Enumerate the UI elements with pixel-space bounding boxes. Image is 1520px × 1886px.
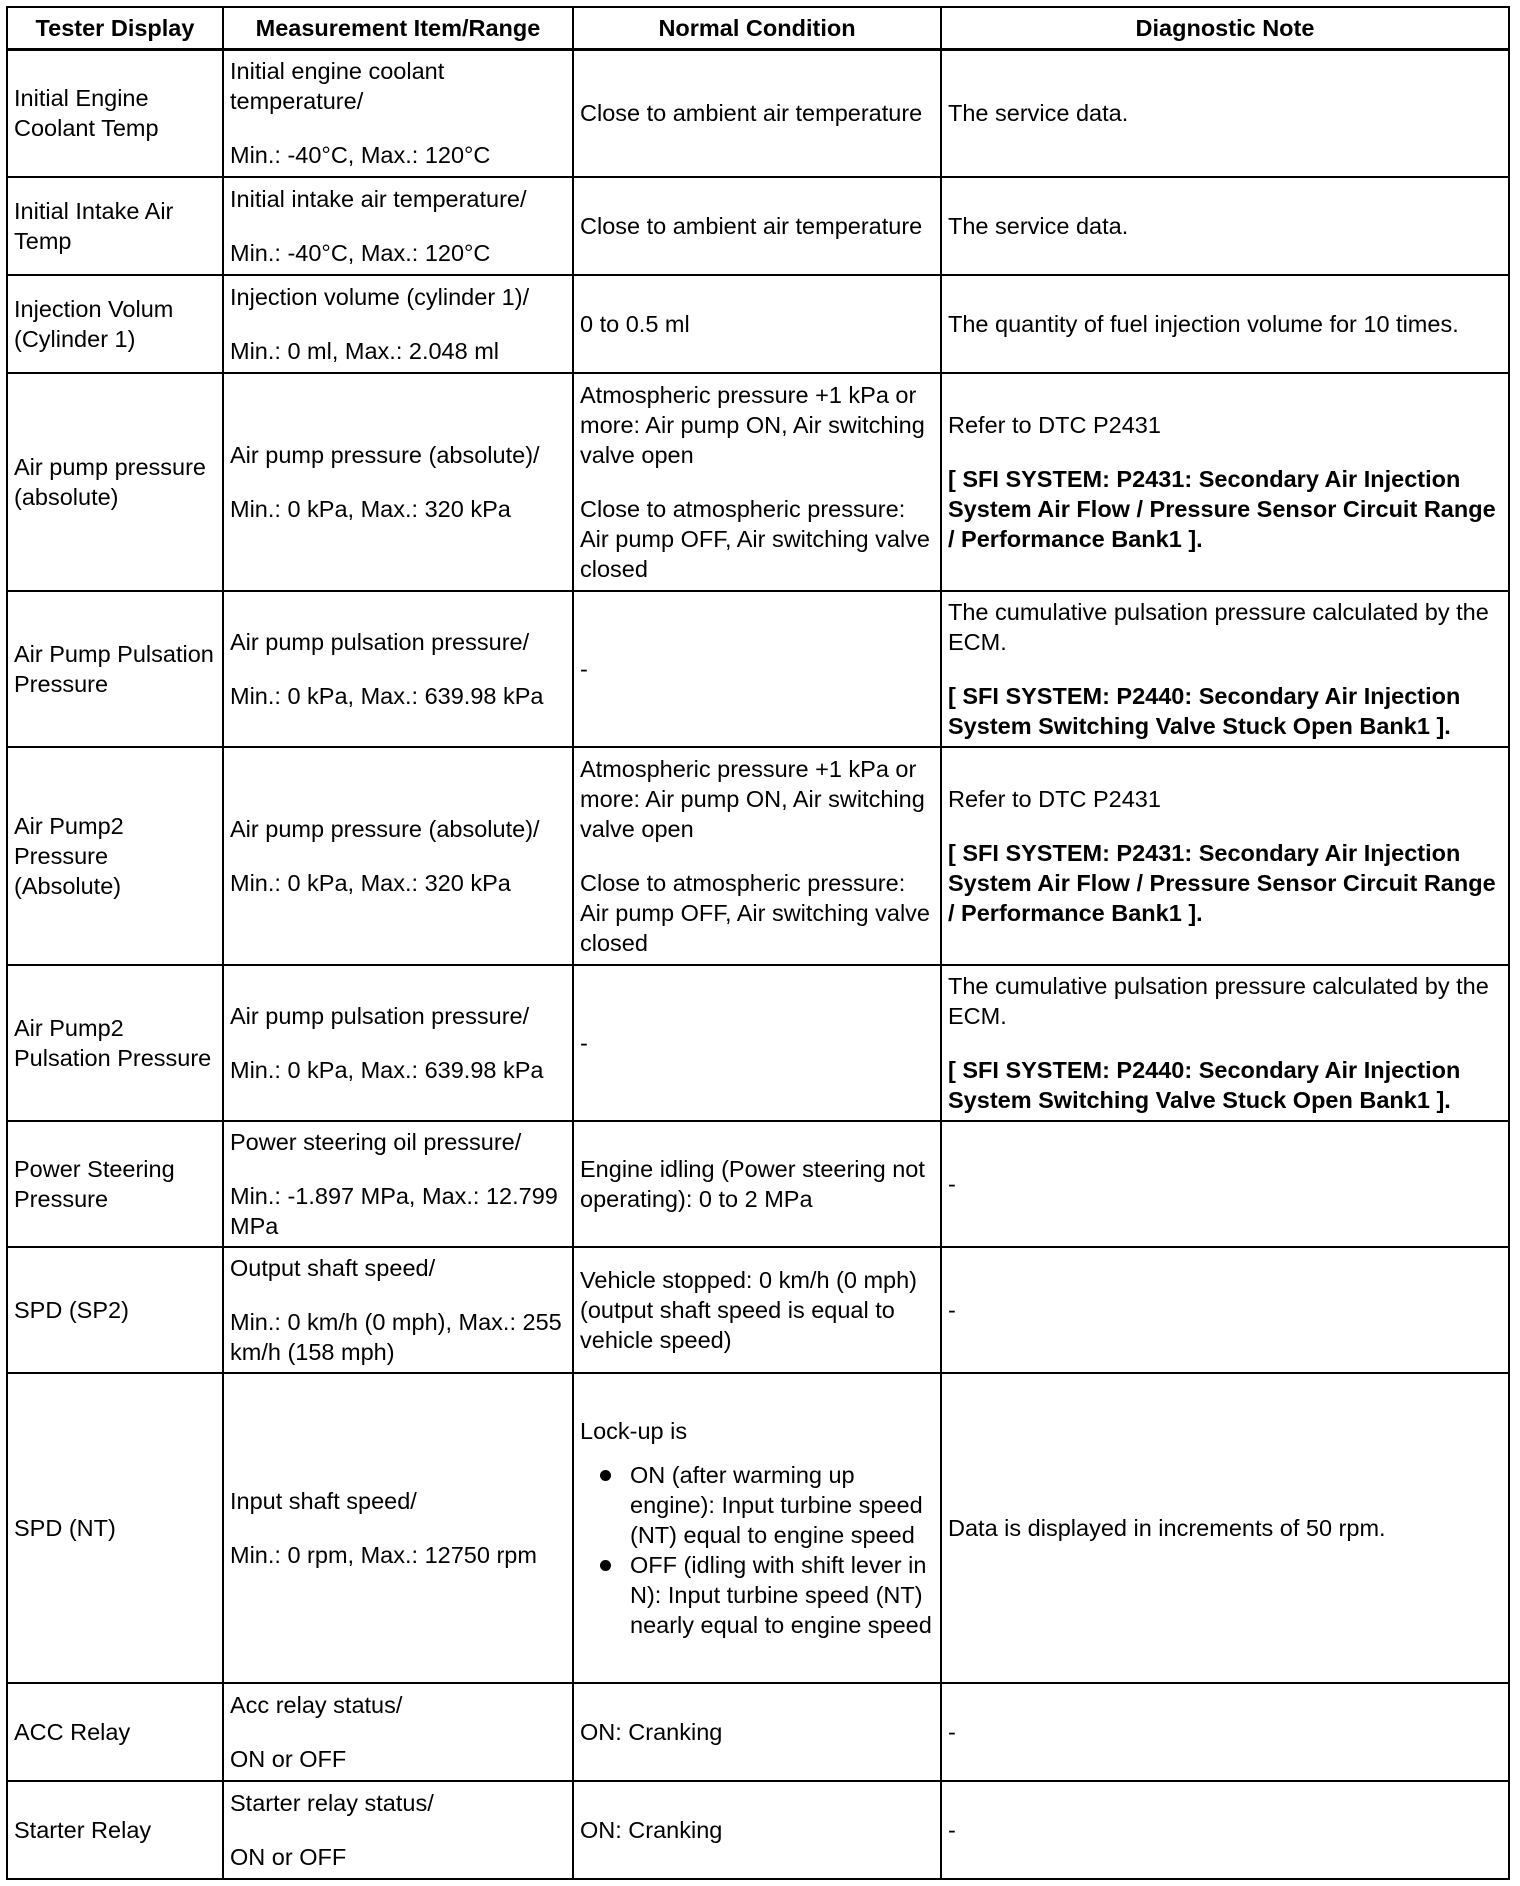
header-diagnostic-note: Diagnostic Note [941,7,1509,49]
measurement-cell [223,49,573,177]
measurement-item: Power steering oil pressure/ [230,1129,522,1155]
measurement-item: Air pump pressure (absolute)/ [230,816,540,842]
diagnostic-note-cell [941,373,1509,591]
list-item: OFF (idling with shift lever in N): Input turbine speed (NT) nearly equal to engine speed [580,1550,934,1640]
measurement-range: Min.: 0 kPa, Max.: 639.98 kPa [230,683,544,709]
diagnostic-note-cell [941,965,1509,1121]
header-measurement: Measurement Item/Range [223,7,573,49]
header-row [7,7,1509,49]
measurement-range: Min.: 0 ml, Max.: 2.048 ml [230,338,500,364]
diagnostic-note-cell: - [941,1781,1509,1879]
dtc-reference-link[interactable]: [ SFI SYSTEM: P2440: Secondary Air Injection System Switching Valve Stuck Open Bank1 ]. [948,683,1461,739]
header-normal-condition: Normal Condition [573,7,941,49]
tester-display-cell: ACC Relay [7,1683,223,1781]
tester-display-cell: Air Pump2 Pressure (Absolute) [7,747,223,965]
measurement-range: Min.: 0 kPa, Max.: 639.98 kPa [230,1057,544,1083]
table-row [7,1683,1509,1781]
table-row [7,1781,1509,1879]
diagnostic-note-text: The cumulative pulsation pressure calculated by the ECM. [948,973,1489,1029]
normal-condition-cell: - [573,965,941,1121]
measurement-item: Air pump pulsation pressure/ [230,1003,530,1029]
normal-condition-cell: 0 to 0.5 ml [573,275,941,373]
table-row [7,1373,1509,1683]
normal-condition-cell: ON: Cranking [573,1781,941,1879]
tester-display-cell: Initial Intake Air Temp [7,177,223,275]
normal-condition-cell: - [573,591,941,747]
diagnostic-note-cell [941,747,1509,965]
tester-display-cell: Starter Relay [7,1781,223,1879]
measurement-range: Min.: 0 rpm, Max.: 12750 rpm [230,1542,537,1568]
tester-display-cell: Injection Volum (Cylinder 1) [7,275,223,373]
measurement-item: Output shaft speed/ [230,1255,436,1281]
data-list-table [6,6,1510,1880]
dtc-reference-link[interactable]: [ SFI SYSTEM: P2440: Secondary Air Injection System Switching Valve Stuck Open Bank1 ]. [948,1057,1461,1113]
table-row [7,1247,1509,1373]
measurement-item: Air pump pressure (absolute)/ [230,442,540,468]
measurement-range: Min.: 0 km/h (0 mph), Max.: 255 km/h (158 mph) [230,1309,562,1365]
measurement-item: Air pump pulsation pressure/ [230,629,530,655]
tester-display-cell: SPD (SP2) [7,1247,223,1373]
dtc-reference-link[interactable]: [ SFI SYSTEM: P2431: Secondary Air Injection System Air Flow / Pressure Sensor Circuit Range / Performance Bank1 ]. [948,466,1496,552]
diagnostic-note-cell: - [941,1247,1509,1373]
normal-condition-cell: Engine idling (Power steering not operating): 0 to 2 MPa [573,1121,941,1247]
tester-display-cell: Air Pump Pulsation Pressure [7,591,223,747]
measurement-item: Initial engine coolant temperature/ [230,58,445,115]
table-row [7,1121,1509,1247]
measurement-item: Starter relay status/ [230,1790,434,1816]
diagnostic-note-cell [941,591,1509,747]
table-row [7,747,1509,965]
normal-condition-cell [573,747,941,965]
measurement-item: Initial intake air temperature/ [230,186,527,212]
table-row [7,49,1509,177]
measurement-cell [223,1121,573,1247]
diagnostic-note-cell: The service data. [941,177,1509,275]
measurement-cell [223,747,573,965]
measurement-range: ON or OFF [230,1746,347,1772]
measurement-item: Injection volume (cylinder 1)/ [230,284,530,310]
measurement-cell [223,965,573,1121]
diagnostic-note-text: Refer to DTC P2431 [948,412,1161,438]
measurement-range: Min.: 0 kPa, Max.: 320 kPa [230,496,511,522]
normal-condition-intro: Lock-up is [580,1418,688,1444]
table-row [7,275,1509,373]
tester-display-cell: Power Steering Pressure [7,1121,223,1247]
normal-condition-cell: Vehicle stopped: 0 km/h (0 mph) (output shaft speed is equal to vehicle speed) [573,1247,941,1373]
normal-condition-cell: ON: Cranking [573,1683,941,1781]
table-row [7,965,1509,1121]
diagnostic-note-cell: - [941,1121,1509,1247]
measurement-range: Min.: -40°C, Max.: 120°C [230,142,491,169]
diagnostic-note-text: The cumulative pulsation pressure calculated by the ECM. [948,599,1489,655]
normal-condition-on: Atmospheric pressure +1 kPa or more: Air pump ON, Air switching valve open [580,756,925,842]
measurement-range: Min.: 0 kPa, Max.: 320 kPa [230,870,511,896]
diagnostic-note-cell: The service data. [941,49,1509,177]
measurement-cell [223,1781,573,1879]
diagnostic-note-cell: The quantity of fuel injection volume for 10 times. [941,275,1509,373]
measurement-cell [223,275,573,373]
measurement-range: Min.: -40°C, Max.: 120°C [230,240,491,266]
diagnostic-note-text: Refer to DTC P2431 [948,786,1161,812]
table-row [7,177,1509,275]
normal-condition-cell [573,1373,941,1683]
lockup-condition-list [580,1460,934,1640]
diagnostic-note-cell: Data is displayed in increments of 50 rpm. [941,1373,1509,1683]
measurement-cell [223,1247,573,1373]
tester-display-cell: Air Pump2 Pulsation Pressure [7,965,223,1121]
tester-display-cell: Air pump pressure (absolute) [7,373,223,591]
measurement-cell [223,1373,573,1683]
measurement-cell [223,177,573,275]
normal-condition-cell [573,373,941,591]
diagnostic-note-cell: - [941,1683,1509,1781]
normal-condition-off: Close to atmospheric pressure: Air pump OFF, Air switching valve closed [580,870,930,956]
measurement-cell [223,591,573,747]
normal-condition-cell: Close to ambient air temperature [573,177,941,275]
measurement-range: Min.: -1.897 MPa, Max.: 12.799 MPa [230,1183,558,1239]
table-row [7,373,1509,591]
measurement-item: Acc relay status/ [230,1692,403,1718]
tester-display-cell: SPD (NT) [7,1373,223,1683]
normal-condition-on: Atmospheric pressure +1 kPa or more: Air pump ON, Air switching valve open [580,382,925,468]
normal-condition-off: Close to atmospheric pressure: Air pump OFF, Air switching valve closed [580,496,930,582]
normal-condition-cell: Close to ambient air temperature [573,49,941,177]
measurement-cell [223,1683,573,1781]
measurement-range: ON or OFF [230,1844,347,1870]
dtc-reference-link[interactable]: [ SFI SYSTEM: P2431: Secondary Air Injection System Air Flow / Pressure Sensor Circuit Range / Performance Bank1 ]. [948,840,1496,926]
tester-display-cell: Initial Engine Coolant Temp [7,49,223,177]
measurement-item: Input shaft speed/ [230,1488,417,1514]
measurement-cell [223,373,573,591]
table-row [7,591,1509,747]
list-item: ON (after warming up engine): Input turbine speed (NT) equal to engine speed [580,1460,934,1550]
header-tester-display: Tester Display [7,7,223,49]
